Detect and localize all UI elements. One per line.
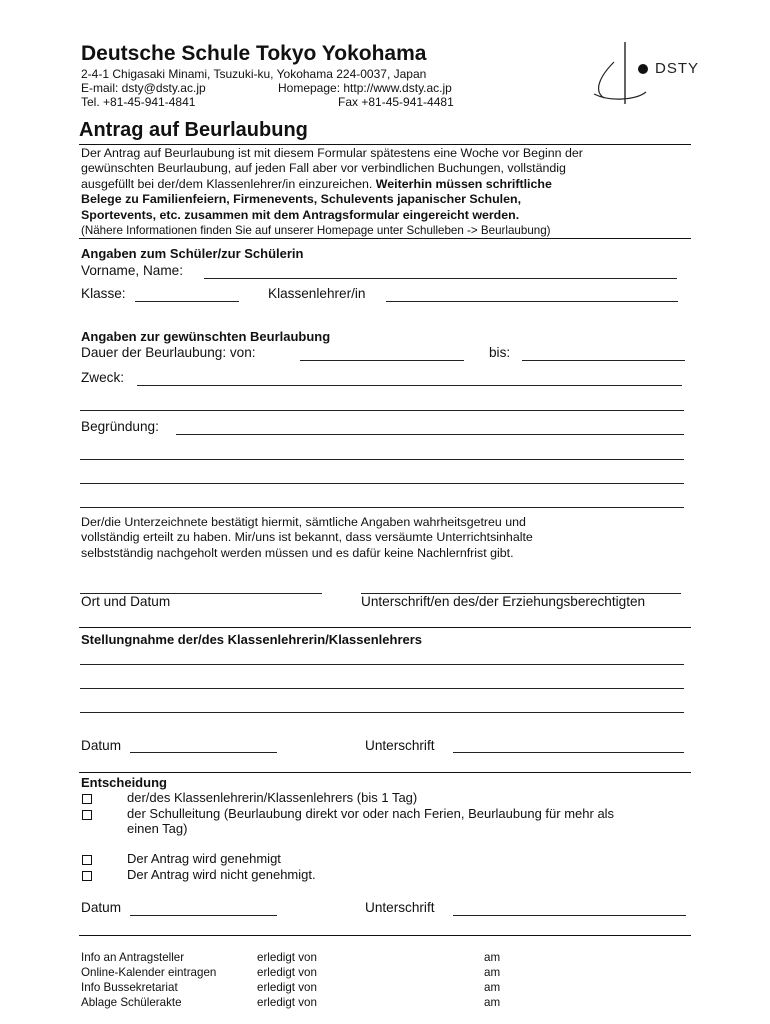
class-teacher-field[interactable] [386,301,678,302]
intro-line [81,177,681,192]
teacher-date-label: Datum [81,738,122,753]
class-field[interactable] [135,301,239,302]
intro-line-bold: Belege zu Familienfeiern, Firmenevents, Schulevents japanischer Schulen, [81,192,522,207]
footer-on-label: am [484,951,501,964]
intro-line-bold: Weiterhin müssen schriftliche [375,176,552,191]
intro-line: Der Antrag auf Beurlaubung ist mit diesem Formular spätestens eine Woche vor Beginn der [81,146,583,160]
school-homepage: Homepage: http://www.dsty.ac.jp [278,81,452,95]
footer-done-by-label: erledigt von [257,951,317,964]
divider [79,935,691,936]
decision-signature-field[interactable] [453,915,686,916]
option-class-teacher-label: der/des Klassenlehrerin/Klassenlehrers (bis 1 Tag) [127,790,418,805]
footer-done-by-label: erledigt von [257,966,317,979]
approved-label: Der Antrag wird genehmigt [127,851,281,866]
checkbox-class-teacher[interactable] [82,794,92,804]
school-phone: Tel. +81-45-941-4841 [81,95,196,109]
option-school-management-label-cont: einen Tag) [127,821,188,836]
footer-on [484,950,500,1010]
intro-line-bold: Sportevents, etc. zusammen mit dem Antragsformular eingereicht werden. [81,207,520,222]
class-label: Klasse: [81,286,126,301]
purpose-field-line[interactable] [80,410,684,411]
logo-text: DSTY [655,60,700,77]
reason-field-line[interactable] [80,507,684,508]
intro-line [81,192,681,207]
form-title: Antrag auf Beurlaubung [79,119,308,141]
footer-task: Ablage Schülerakte [81,996,182,1009]
declaration-line: selbstständig nachgeholt werden müssen und es dafür keine Nachlernfrist gibt. [81,545,514,560]
purpose-field[interactable] [137,385,682,386]
duration-until-label: bis: [489,345,511,360]
divider [79,144,691,145]
teacher-statement-field[interactable] [80,712,684,713]
checkbox-school-management[interactable] [82,810,92,820]
teacher-statement-field[interactable] [80,664,684,665]
decision-date-field[interactable] [130,915,277,916]
reason-label: Begründung: [81,419,159,434]
teacher-statement-field[interactable] [80,688,684,689]
student-name-label: Vorname, Name: [81,263,183,278]
checkbox-approved[interactable] [82,855,92,865]
footer-done-by-label: erledigt von [257,981,317,994]
school-fax: Fax +81-45-941-4481 [338,95,454,109]
teacher-signature-label: Unterschrift [365,738,435,753]
checkbox-rejected[interactable] [82,871,92,881]
divider [79,627,691,628]
school-name: Deutsche Schule Tokyo Yokohama [81,42,427,65]
rejected-label: Der Antrag wird nicht genehmigt. [127,867,316,882]
teacher-statement-heading: Stellungnahme der/des Klassenlehrerin/Klassenlehrers [81,632,423,647]
footer-on-label: am [484,981,501,994]
school-address: 2-4-1 Chigasaki Minami, Tsuzuki-ku, Yokohama 224-0037, Japan [81,67,427,81]
decision-signature-label: Unterschrift [365,900,435,915]
divider [79,772,691,773]
intro-line: gewünschten Beurlaubung, auf jeden Fall aber vor verbindlichen Buchungen, vollständig [81,161,566,176]
duration-from-label: Dauer der Beurlaubung: von: [81,345,256,360]
place-date-label: Ort und Datum [81,594,171,609]
leave-section-heading: Angaben zur gewünschten Beurlaubung [81,329,331,344]
footer-task: Online-Kalender eintragen [81,966,217,979]
intro-line [81,208,681,223]
reason-field-line[interactable] [80,483,684,484]
declaration-text [81,515,681,561]
teacher-date-field[interactable] [130,752,277,753]
decision-date-label: Datum [81,900,122,915]
option-school-management-label: der Schulleitung (Beurlaubung direkt vor oder nach Ferien, Beurlaubung für mehr als [127,806,615,821]
footer-on-label: am [484,966,501,979]
reason-field[interactable] [176,434,684,435]
footer-task: Info Bussekretariat [81,981,178,994]
footer-task: Info an Antragsteller [81,951,185,964]
decision-heading: Entscheidung [81,775,167,790]
footer-on-label: am [484,996,501,1009]
class-teacher-label: Klassenlehrer/in [268,286,366,301]
student-section-heading: Angaben zum Schüler/zur Schülerin [81,246,304,261]
reason-field-line[interactable] [80,459,684,460]
declaration-line: vollständig erteilt zu haben. Mir/uns ist bekannt, dass versäumte Unterrichtsinhalte [81,530,533,545]
intro-text [81,146,681,238]
parent-signature-label: Unterschrift/en des/der Erziehungsberechtigten [361,594,646,609]
footer-done-by [257,950,317,1010]
school-email: E-mail: dsty@dsty.ac.jp [81,81,206,95]
intro-line-part: ausgefüllt bei der/dem Klassenlehrer/in einzureichen. [81,176,376,191]
declaration-line: Der/die Unterzeichnete bestätigt hiermit, sämtliche Angaben wahrheitsgetreu und [81,515,526,529]
intro-note: (Nähere Informationen finden Sie auf unserer Homepage unter Schulleben -> Beurlaubung) [81,224,551,238]
divider [79,238,691,239]
footer-tasks [81,950,216,1010]
duration-until-field[interactable] [522,360,685,361]
teacher-signature-field[interactable] [453,752,684,753]
student-name-field[interactable] [204,278,677,279]
purpose-label: Zweck: [81,370,125,385]
footer-done-by-label: erledigt von [257,996,317,1009]
duration-from-field[interactable] [300,360,464,361]
